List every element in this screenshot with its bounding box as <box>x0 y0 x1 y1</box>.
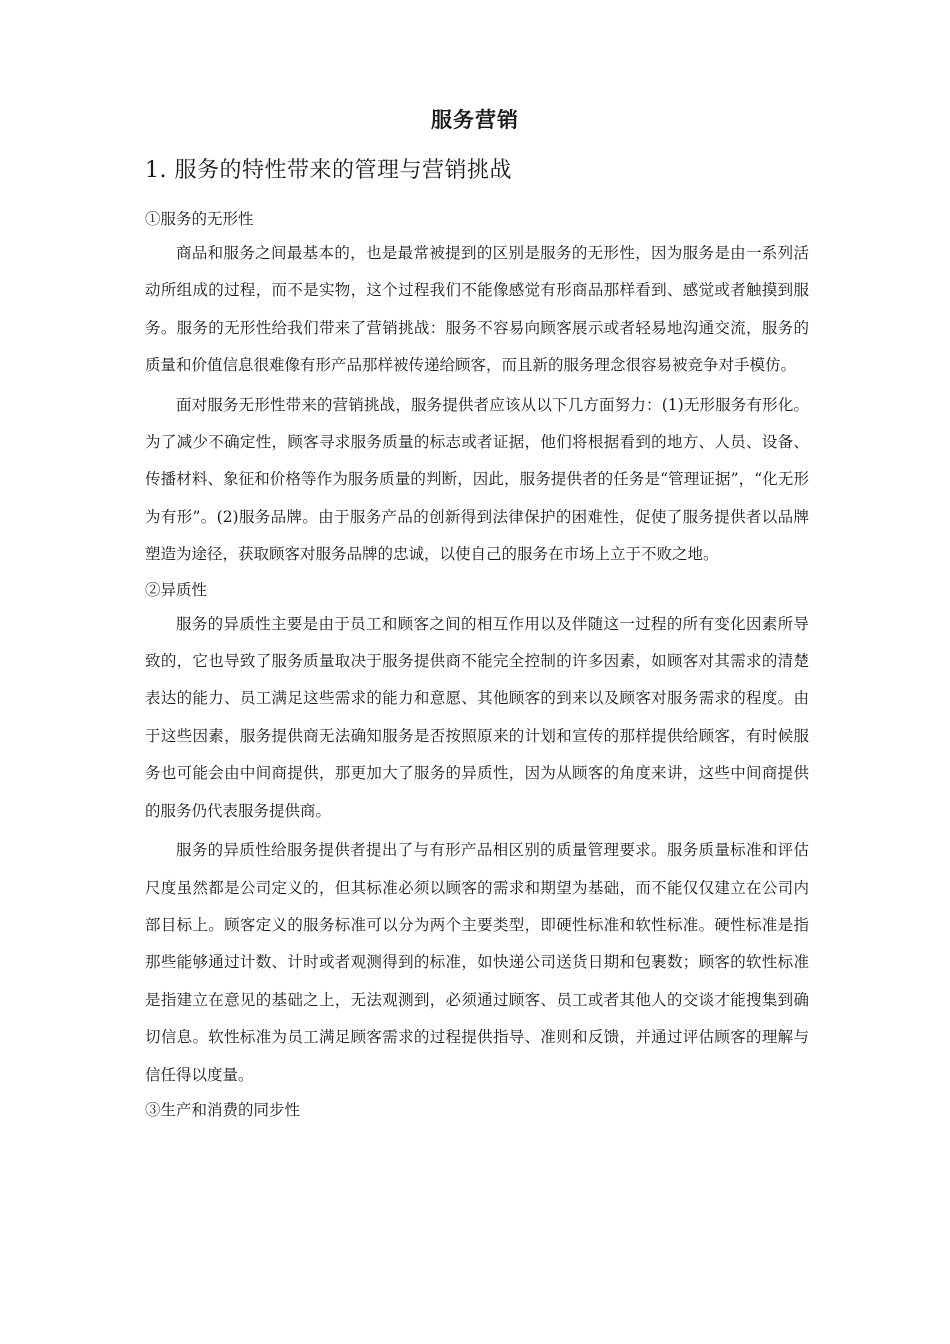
subsection-heading-simultaneity: ③生产和消费的同步性 <box>145 1100 301 1119</box>
document-body <box>145 205 809 1126</box>
paragraph: 面对服务无形性带来的营销挑战，服务提供者应该从以下几方面努力：(1)无形服务有形化。为了减少不确定性，顾客寻求服务质量的标志或者证据，他们将根据看到的地方、人员、设备、传播材料、象征和价格等作为服务质量的判断，因此，服务提供者的任务是“管理证据”，“化无形为有形”。(2)服务品牌。由于服务产品的创新得到法律保护的困难性，促使了服务提供者以品牌塑造为途径，获取顾客对服务品牌的忠诚，以使自己的服务在市场上立于不败之地。 <box>145 395 809 564</box>
document-title: 服务营销 <box>431 108 519 132</box>
paragraph: 商品和服务之间最基本的，也是最常被提到的区别是服务的无形性，因为服务是由一系列活动所组成的过程，而不是实物，这个过程我们不能像感觉有形商品那样看到、感觉或者触摸到服务。服务的无形性给我们带来了营销挑战：服务不容易向顾客展示或者轻易地沟通交流，服务的质量和价值信息很难像有形产品那样被传递给顾客，而且新的服务理念很容易被竞争对手模仿。 <box>145 244 809 375</box>
subsection-heading-intangibility: ①服务的无形性 <box>145 210 254 228</box>
paragraph: 服务的异质性给服务提供者提出了与有形产品相区别的质量管理要求。服务质量标准和评估尺度虽然都是公司定义的，但其标准必须以顾客的需求和期望为基础，而不能仅仅建立在公司内部目标上。顾客定义的服务标准可以分为两个主要类型，即硬性标准和软性标准。硬性标准是指那些能够通过计数、计时或者观测得到的标准，如快递公司送货日期和包裹数；顾客的软性标准是指建立在意见的基础之上，无法观测到，必须通过顾客、员工或者其他人的交谈才能搜集到确切信息。软性标准为员工满足顾客需求的过程提供指导、准则和反馈，并通过评估顾客的理解与信任得以度量。 <box>145 841 809 1084</box>
paragraph: 服务的异质性主要是由于员工和顾客之间的相互作用以及伴随这一过程的所有变化因素所导致的，它也导致了服务质量取决于服务提供商不能完全控制的许多因素，如顾客对其需求的清楚表达的能力、员工满足这些需求的能力和意愿、其他顾客的到来以及顾客对服务需求的程度。由于这些因素，服务提供商无法确知服务是否按照原来的计划和宣传的那样提供给顾客，有时候服务也可能会由中间商提供，那更加大了服务的异质性，因为从顾客的角度来讲，这些中间商提供的服务仍代表服务提供商。 <box>145 614 809 820</box>
section-heading: 1. 服务的特性带来的管理与营销挑战 <box>145 158 512 183</box>
subsection-heading-heterogeneity: ②异质性 <box>145 580 208 599</box>
